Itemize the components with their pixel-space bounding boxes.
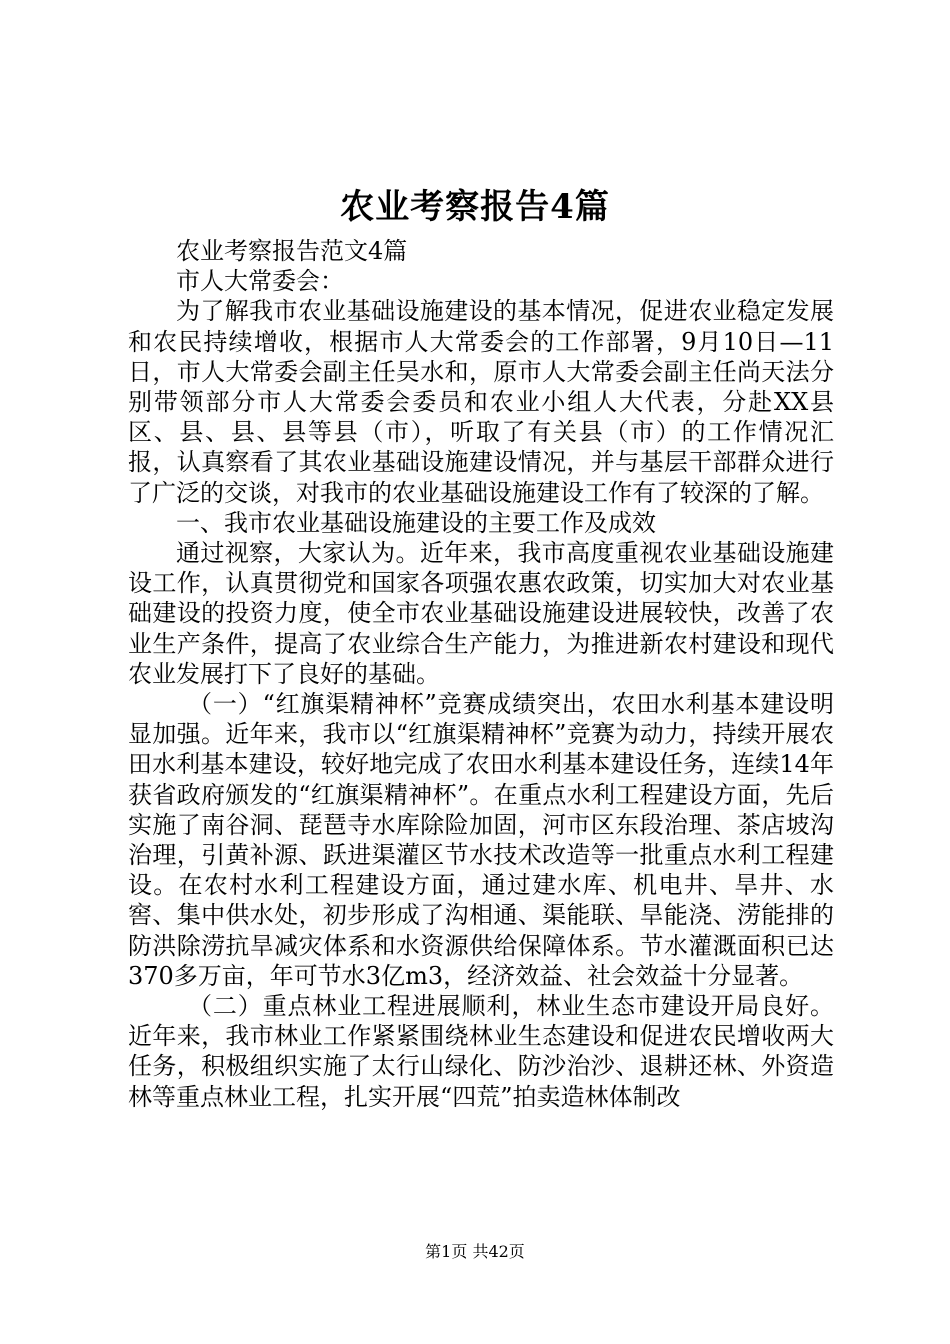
document-body bbox=[128, 236, 834, 1112]
body-paragraph: （二）重点林业工程进展顺利，林业生态市建设开局良好。近年来，我市林业工作紧紧围绕林业生态建设和促进农民增收两大任务，积极组织实施了太行山绿化、防沙治沙、退耕还林、外资造林等重点林业工程，扎实开展“四荒”拍卖造林体制改 bbox=[128, 992, 834, 1111]
subtitle-paragraph: 农业考察报告范文4篇 bbox=[176, 237, 408, 265]
body-paragraph: 为了解我市农业基础设施建设的基本情况，促进农业稳定发展和农民持续增收，根据市人大常委会的工作部署，9月10日—11日，市人大常委会副主任吴水和，原市人大常委会副主任尚天法分别带领部分市人大常委会委员和农业小组人大代表，分赴XX县区、县、县、县等县（市），听取了有关县（市）的工作情况汇报，认真察看了其农业基础设施建设情况，并与基层干部群众进行了广泛的交谈，对我市的农业基础设施建设工作有了较深的了解。 bbox=[128, 297, 834, 507]
salutation-paragraph: 市人大常委会： bbox=[176, 267, 344, 296]
body-paragraph: 通过视察，大家认为。近年来，我市高度重视农业基础设施建设工作，认真贯彻党和国家各项强农惠农政策，切实加大对农业基础建设的投资力度，使全市农业基础设施建设进展较快，改善了农业生产条件，提高了农业综合生产能力，为推进新农村建设和现代农业发展打下了良好的基础。 bbox=[128, 539, 834, 688]
body-paragraph: （一）“红旗渠精神杯”竞赛成绩突出，农田水利基本建设明显加强。近年来，我市以“红旗渠精神杯”竞赛为动力，持续开展农田水利基本建设，较好地完成了农田水利基本建设任务，连续14年获省政府颁发的“红旗渠精神杯”。在重点水利工程建设方面，先后实施了南谷洞、琵琶寺水库除险加固，河市区东段治理、茶店坡沟治理，引黄补源、跃进渠灌区节水技术改造等一批重点水利工程建设。在农村水利工程建设方面，通过建水库、机电井、旱井、水窖、集中供水处，初步形成了沟相通、渠能联、旱能浇、涝能排的防洪除涝抗旱减灾体系和水资源供给保障体系。节水灌溉面积已达370多万亩，年可节水3亿m3，经济效益、社会效益十分显著。 bbox=[128, 690, 834, 990]
page-footer: 第1页 共42页 bbox=[425, 1242, 525, 1261]
document-title: 农业考察报告4篇 bbox=[340, 187, 610, 227]
section-heading: 一、我市农业基础设施建设的主要工作及成效 bbox=[176, 508, 656, 537]
